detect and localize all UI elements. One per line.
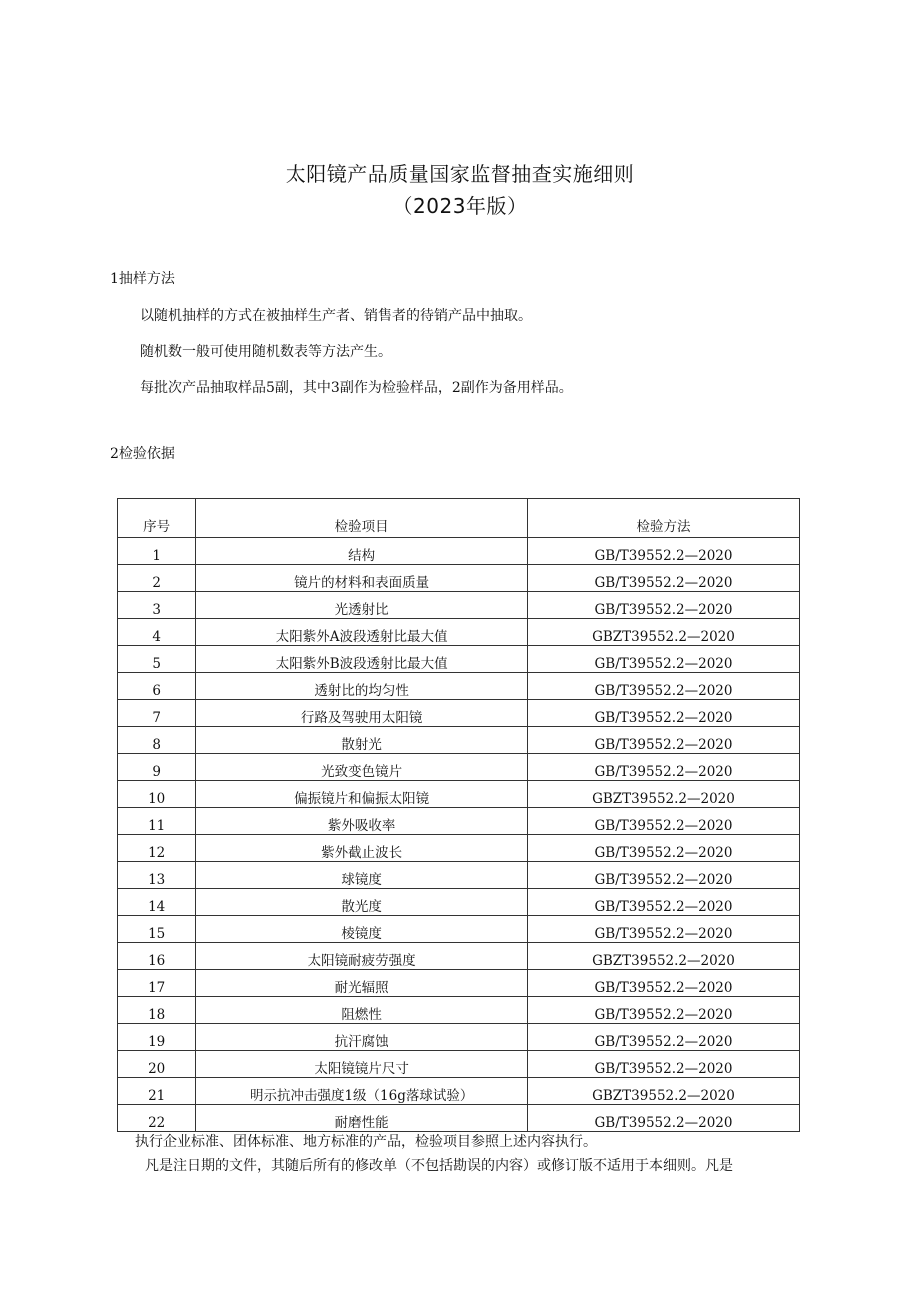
cell-method: GB/T39552.2—2020 (527, 1105, 799, 1132)
cell-item: 太阳紫外B波段透射比最大值 (196, 646, 528, 673)
cell-item: 紫外吸收率 (196, 808, 528, 835)
cell-item: 光透射比 (196, 592, 528, 619)
table-body (118, 538, 800, 1132)
cell-seq: 6 (118, 673, 196, 700)
cell-item: 散射光 (196, 727, 528, 754)
table-row (118, 727, 800, 754)
table-row (118, 808, 800, 835)
cell-seq: 18 (118, 997, 196, 1024)
table-header-row (118, 499, 800, 538)
cell-method: GB/T39552.2—2020 (527, 970, 799, 997)
cell-seq: 5 (118, 646, 196, 673)
cell-method: GB/T39552.2—2020 (527, 673, 799, 700)
cell-seq: 10 (118, 781, 196, 808)
cell-method: GB/T39552.2—2020 (527, 592, 799, 619)
cell-seq: 16 (118, 943, 196, 970)
cell-method: GB/T39552.2—2020 (527, 565, 799, 592)
cell-method: GB/T39552.2—2020 (527, 727, 799, 754)
table-row (118, 781, 800, 808)
table-row (118, 538, 800, 565)
header-method: 检验方法 (527, 499, 799, 538)
cell-seq: 22 (118, 1105, 196, 1132)
cell-seq: 1 (118, 538, 196, 565)
cell-seq: 2 (118, 565, 196, 592)
document-subtitle: （2023年版） (392, 194, 528, 218)
cell-seq: 11 (118, 808, 196, 835)
cell-item: 耐磨性能 (196, 1105, 528, 1132)
cell-item: 耐光辐照 (196, 970, 528, 997)
cell-seq: 7 (118, 700, 196, 727)
cell-item: 太阳镜耐疲劳强度 (196, 943, 528, 970)
cell-method: GB/T39552.2—2020 (527, 862, 799, 889)
cell-method: GBZT39552.2—2020 (527, 781, 799, 808)
cell-item: 明示抗冲击强度1级（16g落球试验） (196, 1078, 528, 1105)
cell-seq: 12 (118, 835, 196, 862)
header-item: 检验项目 (196, 499, 528, 538)
note-2: 凡是注日期的文件，其随后所有的修改单（不包括勘误的内容）或修订版不适用于本细则。凡是 (145, 1158, 733, 1174)
cell-seq: 21 (118, 1078, 196, 1105)
table-row (118, 592, 800, 619)
cell-method: GB/T39552.2—2020 (527, 700, 799, 727)
cell-method: GB/T39552.2—2020 (527, 997, 799, 1024)
table-row (118, 970, 800, 997)
cell-item: 散光度 (196, 889, 528, 916)
cell-method: GB/T39552.2—2020 (527, 916, 799, 943)
table-row (118, 1051, 800, 1078)
cell-item: 偏振镜片和偏振太阳镜 (196, 781, 528, 808)
table-row (118, 565, 800, 592)
cell-item: 阻燃性 (196, 997, 528, 1024)
cell-method: GB/T39552.2—2020 (527, 835, 799, 862)
cell-item: 棱镜度 (196, 916, 528, 943)
cell-method: GBZT39552.2—2020 (527, 1078, 799, 1105)
table-row (118, 646, 800, 673)
cell-seq: 20 (118, 1051, 196, 1078)
inspection-table (117, 498, 800, 1132)
cell-item: 太阳紫外A波段透射比最大值 (196, 619, 528, 646)
cell-method: GB/T39552.2—2020 (527, 808, 799, 835)
table-row (118, 835, 800, 862)
cell-seq: 19 (118, 1024, 196, 1051)
section1-paragraph-3: 每批次产品抽取样品5副，其中3副作为检验样品，2副作为备用样品。 (140, 380, 573, 396)
cell-seq: 3 (118, 592, 196, 619)
table-row (118, 1024, 800, 1051)
cell-method: GB/T39552.2—2020 (527, 646, 799, 673)
section1-paragraph-2: 随机数一般可使用随机数表等方法产生。 (140, 344, 392, 360)
cell-item: 镜片的材料和表面质量 (196, 565, 528, 592)
header-seq: 序号 (118, 499, 196, 538)
cell-item: 结构 (196, 538, 528, 565)
cell-seq: 14 (118, 889, 196, 916)
note-1: 执行企业标准、团体标准、地方标准的产品，检验项目参照上述内容执行。 (135, 1134, 597, 1150)
section2-heading: 2检验依据 (110, 446, 175, 462)
cell-method: GBZT39552.2—2020 (527, 943, 799, 970)
cell-item: 太阳镜镜片尺寸 (196, 1051, 528, 1078)
cell-seq: 8 (118, 727, 196, 754)
cell-item: 球镜度 (196, 862, 528, 889)
cell-seq: 17 (118, 970, 196, 997)
table-row (118, 862, 800, 889)
cell-method: GB/T39552.2—2020 (527, 538, 799, 565)
cell-item: 抗汗腐蚀 (196, 1024, 528, 1051)
table-row (118, 943, 800, 970)
cell-method: GB/T39552.2—2020 (527, 754, 799, 781)
table-row (118, 1105, 800, 1132)
table-row (118, 700, 800, 727)
cell-method: GB/T39552.2—2020 (527, 889, 799, 916)
cell-item: 紫外截止波长 (196, 835, 528, 862)
cell-seq: 4 (118, 619, 196, 646)
cell-item: 光致变色镜片 (196, 754, 528, 781)
document-title: 太阳镜产品质量国家监督抽查实施细则 (285, 162, 635, 186)
table-row (118, 916, 800, 943)
table-row (118, 889, 800, 916)
table-row (118, 619, 800, 646)
table-row (118, 997, 800, 1024)
cell-method: GBZT39552.2—2020 (527, 619, 799, 646)
section1-paragraph-1: 以随机抽样的方式在被抽样生产者、销售者的待销产品中抽取。 (140, 308, 532, 324)
cell-method: GB/T39552.2—2020 (527, 1051, 799, 1078)
cell-seq: 15 (118, 916, 196, 943)
section1-heading: 1抽样方法 (110, 271, 175, 287)
cell-item: 透射比的均匀性 (196, 673, 528, 700)
table-row (118, 754, 800, 781)
cell-seq: 9 (118, 754, 196, 781)
cell-item: 行路及驾驶用太阳镜 (196, 700, 528, 727)
cell-seq: 13 (118, 862, 196, 889)
cell-method: GB/T39552.2—2020 (527, 1024, 799, 1051)
table-row (118, 1078, 800, 1105)
table-row (118, 673, 800, 700)
